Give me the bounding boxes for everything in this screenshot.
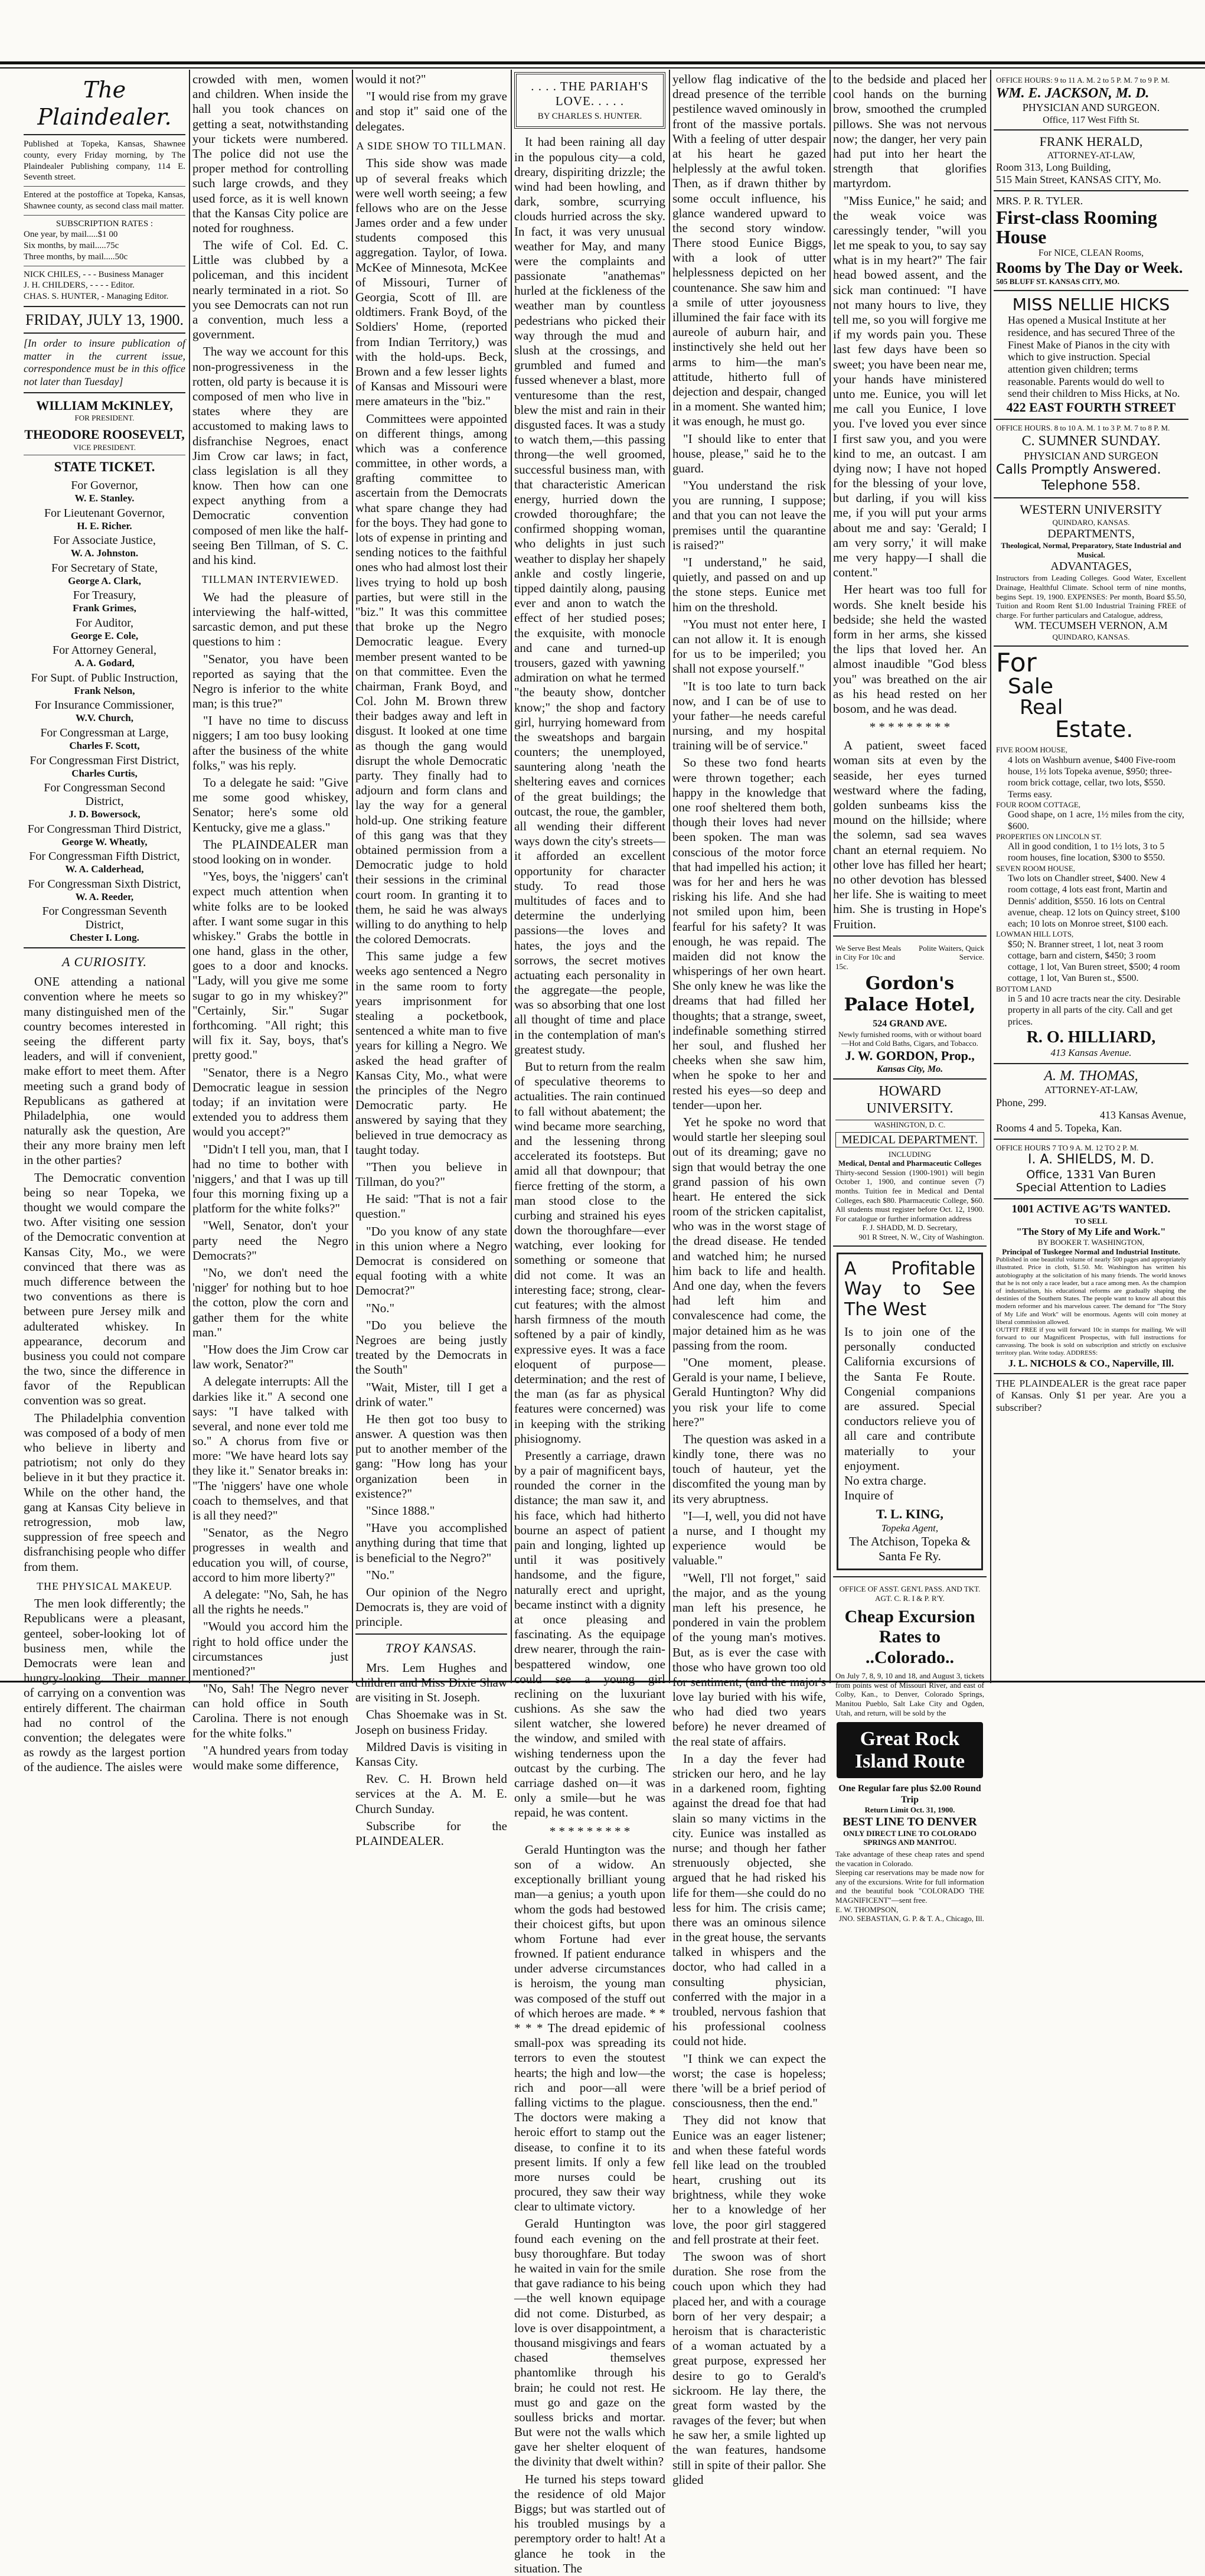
listing-text: All in good condition, 1 to 1½ lots, 3 to 5 room houses, fine location, $300 to $550.: [1008, 842, 1165, 863]
ad-title: WM. E. JACKSON, M. D.: [996, 85, 1150, 101]
article-paragraph: "How does the Jim Crow car law work, Senator?": [192, 1342, 348, 1372]
ticket-candidate: Frank Nelson,: [74, 684, 135, 696]
ad-title: A Profitable Way to See The West: [844, 1258, 975, 1320]
ad-title: WESTERN UNIVERSITY: [1020, 502, 1162, 517]
ad-text: Instructors from Leading Colleges. Good Water, Excellent Drainage, Healthful Climate. School term of nine months, begins Sept. 19, 1900. EXPENSES: Per month, Board $5.50, Tuition and Room Rent $1.00 Industrial Training FREE of charge. For further particulars and Catalogue, address,: [996, 573, 1186, 619]
ticket-office: For Secretary of State,: [51, 561, 158, 575]
article-paragraph: A delegate: "No, Sah, he has all the rights he needs.": [192, 1587, 348, 1617]
thomas-ad: [994, 1064, 1188, 1140]
ad-text: Thirty-second Session (1900-1901) will begin October 1, 1900, and continue seven (7) months. Tuition fee in Medical and Dental Colleges, each $80. Pharmaceutic College, $60. All students must register before Oct. 12, 1900. For catalogue or further information address: [835, 1168, 984, 1223]
vp-label: VICE PRESIDENT.: [73, 442, 136, 452]
ticket-office: For Congressman at Large,: [40, 726, 169, 739]
ad-headline: Estate.: [1055, 716, 1134, 742]
ticket-office: For Congressman Third District,: [27, 822, 182, 836]
ad-text: 901 R Street, N. W., City of Washington.: [858, 1232, 984, 1241]
ticket-office: For Governor,: [71, 479, 138, 493]
ad-text: Calls Promptly Answered.: [996, 462, 1161, 478]
ad-text: Medical, Dental and Pharmaceutic Colleges: [838, 1159, 982, 1168]
article-paragraph: To a delegate he said: "Give me some good whiskey, Senator; here's some old Kentucky, give me a glass.": [192, 775, 348, 834]
shields-ad: [994, 1140, 1188, 1200]
ad-text: BEST LINE TO DENVER: [842, 1815, 977, 1828]
news-item: Mrs. Lem Hughes and children and Miss Dixie Shaw are visiting in St. Joseph.: [355, 1660, 507, 1705]
hicks-ad: [994, 291, 1188, 420]
story-paragraph: But to return from the realm of speculative theorems to actualities. The rain continued to fall without abatement; the wind became more searching, and the lessening throng accelerated its footsteps. But amid all that downpour; that fierce fretting of the storm, a man stood close to the curbing and strained his eyes down the thoroughfare—ever watching, ever looking for something or someone that did not come. It was an interesting face; strong, clear-cut features; with the almost harsh firmness of the mouth softened by a pair of kindly, expressive eyes. It was a face eloquent of purpose—determination; and the rest of the man (as far as physical features were concerned) was in keeping with the striking phisiognomy.: [514, 1059, 665, 1446]
ticket-candidate: Frank Grimes,: [73, 602, 136, 614]
ad-text: Telephone 558.: [1041, 478, 1141, 493]
ad-text: Is to join one of the personally conducted California excursions of the Santa Fe Route. Congenial companions are assured. Special conductors relieve you of all care and contribute materially to your enjoyment.: [844, 1325, 975, 1473]
gordon-hotel-ad: [833, 940, 987, 1080]
article-paragraph: He said: "That is not a fair question.": [355, 1192, 507, 1221]
ad-text: INCLUDING: [888, 1149, 932, 1159]
column-5: [672, 72, 826, 2487]
story-paragraph: Gerald Huntington was the son of a widow. An exceptionally brilliant young man—a genius; a youth upon whom the gods had bestowed their choicest gifts, but upon whom Fortune had ever frowned. If patient endurance under adverse circumstances is heroism, the young man was composed of the stuff out of which heroes are made. * * * * * The dread epidemic of small-pox was spreading its terrors to even the stoutest hearts; the high and low—the rich and poor—all were falling victims to the plague. The doctors were making a heroic effort to stamp out the disease, to confine it to its present limits. If only a few more nurses could be procured, they saw their way clear to ultimate victory.: [514, 1842, 665, 2214]
story-paragraph: "It is too late to turn back now, and I can be of use to your father—he needs careful nursing, and my hospital training will be of service.": [672, 679, 826, 753]
ticket-candidate: W. A. Calderhead,: [65, 863, 144, 875]
story-paragraph: Presently a carriage, drawn by a pair of magnificent bays, rounded the corner in the distance; the man saw it, and his face, which had hitherto bourne an aspect of patient pain and longing, lighted up until it was positively handsome, and the figure, naturally erect and upright, became instinct with a dignity at once pleasing and fascinating. As the equipage drew nearer, through the rain-bespattered window, one could see a young girl reclining on the luxuriant cushions. As she saw the silent watcher, she lowered the window, and smiled with wishing tenderness upon the outcast by the curbing. The carriage dashed on—it was only a smile—but he was repaid, he was content.: [514, 1448, 665, 1820]
ad-text: Take advantage of these cheap rates and spend the vacation in Colorado.: [835, 1850, 984, 1868]
ad-text: Topeka Agent,: [881, 1522, 939, 1534]
ad-text: J. W. GORDON, Prop.,: [845, 1048, 975, 1063]
listing-text: Two lots on Chandler street, $400. New 4 room cottage, 4 lots east front, Martin and Dennis' addition, $550. 16 lots on Central avenue, cheap. 12 lots on Quincy street, $100 each; 10 lots on Monroe street, $100 each.: [1008, 873, 1180, 929]
story-paragraph: It had been raining all day in the populous city—a cold, dreary, dispiriting drizzle; the wind had been howling, and dark, sombre, scurrying clouds hurried across the sky. In fact, it was very unusual weather for May, and many were the complaints and passionate "anathemas" hurled at the fickleness of the weather man by countless pedestrians who picked their way through the mud and slush at the crossings, and grumbled and fumed and fussed whenever a blast, more venturesome than the rest, blew the mist and rain in their disgusted faces. It was a study to watch them,—this passing throng—the well groomed, successful business man, with that characteristic American energy, hurried down the crowded thoroughfare; the confirmed shopping woman, who delights in just such weather to display her shapely ankle and costly lingerie, tipped daintily along, pausing ever and anon to watch the effect of her studied poses; the exquisite, with monocle and cane and turned-up trousers, gazed with yawning admiration on what he termed "the beauty show, dontcher know;" the shop and factory girl, hurrying homeward from the sweatshops and bargain counters; the unemployed, sauntering along 'neath the sheltering eaves and cornices of the great buildings; the outcast, the roue, the gambler, all wending their different ways down the city's streets—it afforded an excellent opportunity for character study. To read those multitudes of faces and to determine the underlying passions—the loves and hates, the joys and the sorrows, the secret motives actuating each personality in the aggregate—the people, was so absorbing that one lost all thought of time and place in the contemplation of man's greatest study.: [514, 135, 665, 1057]
publication-info: Published at Topeka, Kansas, Shawnee county, every Friday morning, by The Plaindealer Publishing company, 114 E. Seventh street.: [24, 139, 185, 182]
ticket-candidate: W. A. Johnston.: [70, 547, 139, 559]
article-paragraph: "Didn't I tell you, man, that I had no time to bother with 'niggers,' and that I was up till four this morning fixing up a platform for the white folks?": [192, 1142, 348, 1216]
ad-text: WASHINGTON, D. C.: [874, 1120, 946, 1130]
column-divider: [511, 70, 512, 1683]
ad-text: T. L. KING,: [876, 1507, 943, 1522]
ticket-candidate: W. A. Reeder,: [75, 891, 134, 902]
ticket-office: For Congressman Fifth District,: [29, 850, 180, 863]
ad-text: For NICE, CLEAN Rooms,: [1038, 247, 1144, 258]
ad-text: ONLY DIRECT LINE TO COLORADO SPRINGS AND MANITOU.: [843, 1828, 977, 1847]
article-paragraph: "Then you believe in Tillman, do you?": [355, 1159, 507, 1189]
story-paragraph: They did not know that Eunice was an eager listener; and when these fateful words fell like lead on the troubled heart, crushing out its brightness, while they woke her to a knowledge of her love, the poor girl staggered and fell prostrate at their feet.: [672, 2113, 826, 2246]
staff-line: J. H. CHILDERS, - - - - Editor.: [24, 281, 135, 291]
article-paragraph: "Senator, there is a Negro Democratic league in session today; if an invitation were extended you to address them would you accept?": [192, 1065, 348, 1139]
article-paragraph: "Do you believe the Negroes are being justly treated by the Democrats in the South": [355, 1318, 507, 1377]
ticket-office: For Insurance Commissioner,: [34, 699, 175, 712]
ad-headline: Sale: [1008, 674, 1054, 699]
article-subheading: A SIDE SHOW TO TILLMAN.: [356, 139, 507, 152]
ticket-office: For Auditor,: [75, 616, 134, 630]
ad-text: Sleeping car reservations may be made now for any of the excursions. Write for full information and the beautiful book "COLORADO THE MAGNIFICENT"—sent free.: [835, 1868, 984, 1905]
ad-title: C. SUMNER SUNDAY.: [1021, 433, 1161, 449]
western-university-ad: [994, 498, 1188, 646]
article-paragraph: "A hundred years from today would make some difference,: [192, 1743, 348, 1773]
rates-heading: SUBSCRIPTION RATES :: [55, 219, 154, 229]
news-item: Mildred Davis is visiting in Kansas City.: [355, 1739, 507, 1769]
howard-university-ad: [833, 1080, 987, 1246]
column-3: [355, 72, 507, 1848]
issue-date: FRIDAY, JULY 13, 1900.: [25, 311, 184, 328]
news-item: Rev. C. H. Brown held services at the A. M. E. Church Sunday.: [355, 1772, 507, 1816]
masthead-title: The Plaindealer.: [37, 77, 172, 130]
article-paragraph: crowded with men, women and children. When inside the hall you took chances on getting a seat, notwithstanding your tickets were numbered. The police did not use the proper method for controlling such large crowds, and they used force, as it is well known that the Kansas City police are noted for roughness.: [192, 72, 348, 235]
article-paragraph: This side show was made up of several freaks which were well worth seeing; a few fellows who are on the Jesse James order and a few under students composed this aggregation. Taylor, of Iowa. McKee of Minnesota, McKee of Missouri, Turner of Georgia, Scott of Ill. are oldtimers. Frank Boyd, of the Soldiers' Home, (reported from Indian Territory,) was with the hold-ups. Beck, Brown and a few lesser lights of Kansas and Missouri were mere amateurs in the "biz.": [355, 156, 507, 409]
ad-headline: For: [996, 647, 1037, 678]
article-paragraph: "Senator, you have been reported as saying that the Negro is inferior to the white man; is this true?": [192, 651, 348, 711]
ad-text: Principal of Tuskegee Normal and Industrial Institute.: [1002, 1247, 1180, 1256]
listing-heading: BOTTOM LAND: [996, 984, 1052, 993]
ad-text: WM. TECUMSEH VERNON, A.M: [1014, 619, 1168, 632]
ticket-candidate: J. D. Bowersock,: [68, 808, 141, 820]
article-paragraph: ONE attending a national convention where he meets so many distinguished men of the country becomes interested in seeing the different party leaders, and will if convenient, make effort to meet them. After meeting such a grand body of Republicans as gathered at Philadelphia, one would naturally ask the question, Are their any more brainy men left in the other parties?: [24, 974, 185, 1168]
ad-text: OUTFIT FREE if you will forward 10c in stamps for mailing. We will forward to our Magnificent Prospectus, with full instructions for canvassing. The book is sold on subscription and strictly on exclusive territory plan. Write today. ADDRESS:: [996, 1326, 1186, 1357]
santa-fe-ad: [837, 1253, 983, 1571]
ad-text: OFFICE OF ASST. GEN'L PASS. AND TKT. AGT. C. R. I & P. R'Y.: [839, 1584, 981, 1603]
ad-text: Has opened a Musical Institute at her residence, and has secured Three of the Finest Make of Pianos in the city with which to give instruction. Special attention given children; terms reasonable. Parents would do well to send their children to Miss Hicks, at No.: [1008, 314, 1180, 400]
article-paragraph: The PLAINDEALER man stood looking on in wonder.: [192, 837, 348, 866]
article-paragraph: The wife of Col. Ed. C. Little was clubbed by a policeman, and this incident nearly terminated in a riot. So you see Democrats can not run a convention, much less a government.: [192, 238, 348, 342]
rate-line: Three months, by mail.....50c: [24, 252, 128, 262]
story-paragraph: A patient, sweet faced woman sits at even by the seaside, her eyes turned westward where the fading, golden sunbeams kiss the mound on the hillside; where the solemn, sad sea waves chant an eternal requiem. No other love has filled her heart; no other devotion has blessed her life. She is waiting to meet him. She is trusting in Hope's Fruition.: [833, 738, 987, 931]
ad-text: 505 BLUFF ST. KANSAS CITY, MO.: [996, 277, 1119, 286]
article-paragraph: He then got too busy to answer. A question was then put to another member of the gang: "How long has your organization been in existence?": [355, 1411, 507, 1501]
listing-heading: LOWMAN HILL LOTS,: [996, 930, 1074, 939]
article-paragraph: "Have you accomplished anything during that time that is beneficial to the Negro?": [355, 1521, 507, 1565]
ticket-office: For Congressman Sixth District,: [28, 877, 181, 891]
listing-heading: FIVE ROOM HOUSE,: [996, 745, 1067, 755]
column-2: [192, 72, 348, 1773]
ticket-candidate: Charles Curtis,: [71, 767, 138, 779]
ad-text: Special Attention to Ladies: [1015, 1181, 1167, 1195]
ad-headline: Rooms by The Day or Week.: [996, 259, 1183, 276]
story-paragraph: "You must not enter here, I can not allow it. It is enough for us to be imperiled; you shall not expose yourself.": [672, 617, 826, 676]
column-divider: [189, 70, 190, 1683]
article-paragraph: "Senator, as the Negro progresses in wealth and education you will, of course, accord to him more liberty?": [192, 1525, 348, 1584]
president-name: WILLIAM McKINLEY,: [36, 397, 173, 413]
section-break: * * * * * * * * *: [549, 1824, 631, 1838]
ad-text: Kansas City, Mo.: [876, 1064, 943, 1075]
ad-text: PHYSICIAN AND SURGEON.: [1022, 102, 1160, 114]
ad-text: J. L. NICHOLS & CO., Naperville, Ill.: [1008, 1357, 1174, 1369]
column-7: [994, 72, 1188, 1678]
listing-text: Good shape, on 1 acre, 1½ miles from the city, $600.: [1008, 810, 1184, 832]
tyler-ad: [994, 191, 1188, 291]
ticket-office: For Lieutenant Governor,: [44, 506, 165, 520]
article-subheading: THE PHYSICAL MAKEUP.: [37, 1580, 172, 1592]
article-paragraph: A delegate interrupts: All the darkies like it." A second one says: "I have talked with several, and none ever told me so." A chorus from five or more: "We have heard lots say they like it." Senator breaks in: "The 'niggers' have one whole coach to themselves, and that is all they need?": [192, 1374, 348, 1523]
ticket-candidate: A. A. Godard,: [74, 657, 135, 669]
article-paragraph: The Democratic convention being so near Topeka, we thought we would compare the two. After visiting one session of the Democratic convention at Kansas City, Mo., we were convinced that there was as much difference between the two conventions as there is between pure Jersey milk and adulterated whiskey. In appearance, decorum and business you could not compare the two, since the difference in favor of the Republican convention was so great.: [24, 1170, 185, 1408]
ad-text: On July 7, 8, 9, 10 and 18, and August 3, tickets from points west of Missouri River, and east of Colby, Kan., to Denver, Colorado Springs, Manitou Pueblo, Salt Lake City and Ogden, Utah, and return, will be sold by the: [835, 1671, 984, 1717]
ad-text: Theological, Normal, Preparatory, State Industrial and Musical.: [1001, 541, 1181, 559]
story-byline: BY CHARLES S. HUNTER.: [537, 112, 642, 122]
ad-text: 524 GRAND AVE.: [873, 1019, 947, 1029]
story-paragraph: The question was asked in a kindly tone, there was no touch of hauteur, yet the discomfited the young man by its very abruptness.: [672, 1432, 826, 1506]
ad-text: MEDICAL DEPARTMENT.: [835, 1132, 984, 1147]
ad-text: 413 Kansas Avenue.: [1050, 1047, 1132, 1059]
column-6: [833, 72, 987, 1923]
rate-line: Six months, by mail.....75c: [24, 241, 119, 251]
article-paragraph: The men look differently; the Republicans were a pleasant, genteel, sober-looking lot of business men, while the Democrats were lean and hungry-looking. Their manner of carrying on a convention was entirely different. The chairman had no control of the convention; the delegates were as rowdy as the largest portion of the audience. The aisles were: [24, 1596, 185, 1775]
story-title-box: [514, 72, 665, 129]
ad-text: "The Story of My Life and Work.": [1016, 1225, 1166, 1237]
ad-title: A. M. THOMAS,: [1044, 1068, 1138, 1084]
ad-text: TO SELL: [1075, 1217, 1108, 1226]
ticket-candidate: George A. Clark,: [68, 575, 141, 586]
ad-text: Room 313, Long Building,: [996, 161, 1111, 173]
story-paragraph: "One moment, please. Gerald is your name, I believe, Gerald Huntington? Why did you risk your life to come here?": [672, 1355, 826, 1429]
news-item: Chas Shoemake was in St. Joseph on business Friday.: [355, 1707, 507, 1737]
article-paragraph: "I have no time to discuss niggers; I am too busy looking after the business of the white folks," was his reply.: [192, 713, 348, 772]
ad-text: OFFICE HOURS. 8 to 10 A. M. 1 to 3 P. M. 7 to 8 P. M.: [996, 423, 1170, 433]
ticket-candidate: George W. Wheatly,: [61, 836, 148, 847]
listing-heading: SEVEN ROOM HOUSE,: [996, 863, 1075, 873]
rock-island-ad: [833, 1581, 987, 1926]
vp-name: THEODORE ROOSEVELT,: [24, 427, 185, 442]
article-paragraph: This same judge a few weeks ago sentenced a Negro in the same room to forty years imprisonment for stealing a pocketbook, sentenced a white man to five years for killing a Negro. We asked the head grafter of Kansas City, Mo., what were the principles of the Negro Democratic party. He answered by saying that they believed in true democracy as taught today.: [355, 949, 507, 1157]
story-title: . . . . THE PARIAH'S LOVE. . . . .: [531, 79, 649, 109]
listing-heading: PROPERTIES ON LINCOLN ST.: [996, 832, 1102, 841]
story-paragraph: "Miss Eunice," he said; and the weak voice was caressingly tender, "will you let me speak to you, to say say what is in my heart?" The fair head bowed assent, and the sick man continued: "I have not many hours to live, they tell me, so you will forgive me if my words pain you. These last few days have been so sweet; you have been near me, your hands have ministered unto me. Eunice, you will let me call you Eunice, I love you. I've loved you ever since I first saw you, and you were kind to me, an outcast. I am dying now; I have not hoped for the blessing of your love, but darling, if you will kiss me, if you will put your arms about me and say: 'Gerald; I am very sorry,' it will make me very happy—I shall die content.": [833, 193, 987, 580]
column-divider: [990, 70, 991, 1683]
top-rule-thin: [0, 67, 1205, 69]
rate-line: One year, by mail.....$1 00: [24, 230, 118, 240]
column-divider: [830, 70, 831, 1683]
story-paragraph: yellow flag indicative of the dread presence of the terrible pestilence waved ominously in front of the massive portals. With a feeling of utter despair at his heart he gazed helplessly at the awful token. Then, as if drawn thither by some occult influence, his glance wandered upward to the second story window. There stood Eunice Biggs, with a look of utter helplessness depicted on her countenance. She saw him and a smile of utter joyousness illumined the fair face with its aureole of auburn hair, and instinctively she held out her arms to him—the man's attitude, hitherto full of dejection and despair, changed in a moment. She wanted him; it was enough, he must go.: [672, 72, 826, 429]
ad-text: Inquire of: [844, 1488, 894, 1503]
ticket-office: For Congressman First District,: [30, 754, 179, 767]
ad-headline: Real: [1020, 695, 1063, 719]
president-label: FOR PRESIDENT.: [74, 413, 135, 422]
ad-text: Polite Waiters, Quick Service.: [918, 943, 984, 962]
article-paragraph: We had the pleasure of interviewing the half-witted, sarcastic demon, and put these questions to him :: [192, 589, 348, 649]
ticket-candidate: Chester I. Long.: [70, 932, 139, 944]
story-paragraph: Yet he spoke no word that would startle her sleeping soul out of its dreaming; gave no sign that would betray the one grand passion of his own heart. He entered the sick room of the stricken capitalist, who was in the worst stage of the dread disease. He tended and watched him; he nursed him back to life and health. And one day, when the fevers had left him and convalescence had come, the major detained him as he was passing from the room.: [672, 1114, 826, 1352]
article-paragraph: "No.": [366, 1567, 395, 1582]
listing-text: $50; N. Branner street, 1 lot, neat 3 room cottage, barn and cistern, $450; 3 room cottage, 1 lot, Van Buren street, $500; 4 room cottage, 1 lot, Van Buren st., $500.: [1008, 939, 1180, 984]
ad-text: MRS. P. R. TYLER.: [996, 194, 1083, 207]
story-paragraph: to the bedside and placed her cool hands on the burning brow, smoothed the crumpled pillows. She was not nervous now; the danger, her very pain had put into her heart the strength that glorifies martyrdom.: [833, 72, 987, 191]
ad-text: We Serve Best Meals in City For 10c and 15c.: [835, 943, 902, 971]
correspondence-notice: [In order to insure publication of matter in the current issue, correspondence must be in this office not later than Tuesday]: [24, 337, 185, 387]
ad-text: Return Limit Oct. 31, 1900.: [864, 1805, 955, 1815]
ad-text: Rooms 4 and 5. Topeka, Kan.: [996, 1122, 1122, 1134]
ad-text: One Regular fare plus $2.00 Round Trip: [838, 1783, 981, 1805]
story-paragraph: The swoon was of short duration. She rose from the couch upon which they had placed her, and with a courage born of her very despair; a heroism that is characteristic of a woman actuated by a great purpose, expressed her desire to go to Gerald's sickroom. He lay there, the great form wasted by the ravages of the fever; but when he saw her, a smile lighted up the wan features, handsome still in spite of their pallor. She glided: [672, 2249, 826, 2487]
article-paragraph: "Yes, boys, the 'niggers' can't expect much attention when white folks are to be looked after. I want some sugar in this whiskey." Grabs the bottle in one hand, glass in the other, goes to a door and knocks. "Lady, will you give me some sugar to go in my whiskey?" "Certainly, Sir." Sugar forthcoming. "All right; this will fix it. Say, boys, that's pretty good.": [192, 869, 348, 1062]
state-ticket: [24, 398, 185, 944]
ad-headline: First-class Rooming House: [996, 206, 1157, 248]
article-paragraph: "Wait, Mister, till I get a drink of water.": [355, 1380, 507, 1409]
ad-title: MISS NELLIE HICKS: [1012, 294, 1170, 314]
ad-text: QUINDARO, KANSAS.: [1052, 517, 1130, 527]
column-divider: [669, 70, 670, 1683]
story-paragraph: "I understand," he said, quietly, and passed on and up the stone steps. Eunice met him on the threshold.: [672, 555, 826, 614]
ad-text: No extra charge.: [844, 1473, 926, 1488]
ticket-office: For Treasury,: [73, 589, 136, 602]
jackson-ad: [994, 72, 1188, 131]
ad-text: F. J. SHADD, M. D. Secretary,: [862, 1223, 958, 1232]
staff-line: NICK CHILES, - - - Business Manager: [24, 269, 164, 279]
news-item: Subscribe for the PLAINDEALER.: [355, 1818, 507, 1848]
section-break: * * * * * * * * *: [869, 720, 951, 735]
ad-text: ATTORNEY-AT-LAW,: [1044, 1084, 1138, 1096]
ad-text: DEPARTMENTS,: [1047, 527, 1135, 541]
ticket-candidate: Charles F. Scott,: [69, 739, 140, 751]
staff-line: CHAS. S. HUNTER, - Managing Editor.: [24, 292, 169, 302]
ticket-office: For Congressman Seventh District,: [42, 905, 167, 932]
article-paragraph: The way we account for this non-progressiveness in the rotten, old party is because it is composed of men who live in states where they are accustomed to making laws to disfranchise Negroes, enact Jim Crow car laws; in fact, class legislation is all they know. Then how can one expect anything from a Democratic convention composed of men like the half-seeing Ben Tillman, of S. C. and his kind.: [192, 344, 348, 567]
listing-heading: FOUR ROOM COTTAGE,: [996, 800, 1081, 809]
ad-text: OFFICE HOURS: 9 to 11 A. M. 2 to 5 P. M. 7 to 9 P. M.: [996, 76, 1170, 84]
article-paragraph: The Philadelphia convention was composed of a body of men who believe in liberty and patriotism; not only do they believe in it but they practice it. While on the other hand, the gang at Kansas City believe in retrogression, mob law, suppression of free speech and disfranchising people who differ from them.: [24, 1410, 185, 1574]
article-title: A CURIOSITY.: [61, 954, 148, 969]
ad-title: HOWARD UNIVERSITY.: [835, 1083, 984, 1120]
ad-text: Published in one beautiful volume of nearly 500 pages and appropriately illustrated. Price in cloth, $1.50. Mr. Washington has written his autobiography at the solicitation of his many friends. The world knows that he is not only a race leader, but a race among men. As the champion of industrialism, his educational reforms are gradually shaping the destinies of the Southern States. The people want to know all about this modern reformer and his marvelous career. The demand for "The Story of My Life and Work" will be enormous. Agents will coin money at liberal commission allowed.: [996, 1256, 1186, 1326]
story-paragraph: "I—I, well, you did not have a nurse, and I thought my experience would be valuable.": [672, 1508, 826, 1568]
story-paragraph: In a day the fever had stricken our hero, and he lay in a darkened room, fighting against the dread foe that had slain so many victims in the city. Eunice was installed as nurse; and though her father strenuously objected, she argued that he had risked his life for them—she could do no less for him. The crisis came; there was an ominous silence in the great house, the servants talked in whispers and the doctor, who had called in a consulting physician, conferred with the major in a troubled, nervous fashion that his professional coolness could not hide.: [672, 1751, 826, 2049]
closing-notice: THE PLAINDEALER is the great race paper of Kansas. Only $1 per year. Are you a subscriber?: [996, 1378, 1186, 1413]
ticket-candidate: W. E. Stanley.: [74, 493, 135, 504]
ad-text: 422 EAST FOURTH STREET: [1006, 400, 1176, 415]
article-paragraph: Our opinion of the Negro Democrats is, they are void of principle.: [355, 1584, 507, 1629]
ad-text: PHYSICIAN AND SURGEON: [1023, 449, 1159, 462]
story-paragraph: "You understand the risk you are running, I suppose; and that you can not leave the premises until the quarantine is raised?": [672, 478, 826, 552]
ad-text: QUINDARO, KANSAS.: [1052, 632, 1130, 641]
ticket-candidate: W.V. Church,: [76, 712, 133, 724]
ticket-office: For Attorney General,: [52, 644, 157, 657]
real-estate-ad: [994, 647, 1188, 1064]
ticket-candidate: George E. Cole,: [70, 630, 139, 641]
ad-title: FRANK HERALD,: [1039, 134, 1143, 149]
ad-text: Newly furnished rooms, with or without board—Hot and Cold Baths, Cigars, and Tobacco.: [838, 1029, 982, 1048]
ad-text: Phone, 299.: [996, 1096, 1047, 1108]
article-paragraph: would it not?": [355, 72, 426, 86]
story-paragraph: "Well, I'll not forget," said the major, and as the young man left his presence, he pondered in vain the problem of the young man's motives. But, as is ever the case with those who have grown too old for sentiment, (and the major's love lay buried with his wife, who had died two years before) he never dreamed of the real state of affairs.: [672, 1570, 826, 1749]
ad-text: Office, 1331 Van Buren: [1026, 1168, 1156, 1181]
entry-notice: Entered at the postoffice at Topeka, Kansas, Shawnee county, as second class mail matter.: [24, 190, 185, 211]
listing-text: in 5 and 10 acre tracts near the city. Desirable property in all parts of the city. Call and get prices.: [1008, 994, 1181, 1027]
ad-text: The Atchison, Topeka & Santa Fe Ry.: [849, 1534, 971, 1564]
article-paragraph: "Since 1888.": [366, 1504, 435, 1518]
article-paragraph: "No, Sah! The Negro never can hold office in South Carolina. There is not enough for the white folks.": [192, 1681, 348, 1740]
story-paragraph: So these two fond hearts were thrown together; each happy in the knowledge that one roof sheltered them both, though their loves had never been spoken. The man was conscious of the motor force that had impelled his action; it was for her and hers he was risking his life. And she had not smiled upon him, been fearful for his safety? It was enough, he was repaid. The maiden did not know the whisperings of her own heart. She only knew he was like the dreams that had filled her thoughts; that a strange, sweet, indefinable something stirred her soul, and flushed her cheeks when she saw him, when he spoke to her and rested his eyes—so deep and tender—upon her.: [672, 755, 826, 1112]
ad-text: 413 Kansas Avenue,: [1099, 1109, 1186, 1121]
article-paragraph: "Do you know of any state in this union where a Negro Democrat is considered on equal footing with a white Democrat?": [355, 1224, 507, 1298]
column-1: [24, 72, 185, 1775]
article-title: TROY KANSAS.: [385, 1640, 478, 1655]
article-paragraph: "Would you accord him the right to hold office under the circumstances just mentioned?": [192, 1619, 348, 1678]
story-paragraph: "I should like to enter that house, please," said he to the guard.: [672, 431, 826, 475]
article-paragraph: "I would rise from my grave and stop it" said one of the delegates.: [355, 89, 507, 133]
story-paragraph: "I think we can expect the worst; the case is hopeless; there 'will be a brief period of consciousness, then the end.": [672, 2051, 826, 2111]
herald-ad: [994, 131, 1188, 191]
ad-title: I. A. SHIELDS, M. D.: [1027, 1152, 1155, 1168]
article-subheading: TILLMAN INTERVIEWED.: [201, 573, 339, 586]
agents-wanted-ad: [994, 1199, 1188, 1374]
ticket-candidate: H. E. Richer.: [77, 520, 132, 531]
article-paragraph: "Well, Senator, don't your party need the Negro Democrats?": [192, 1218, 348, 1263]
ticket-office: For Congressman Second District,: [44, 781, 165, 808]
column-divider: [352, 70, 353, 1683]
ad-text: ATTORNEY-AT-LAW,: [1047, 150, 1135, 161]
ad-title: 1001 ACTIVE AG'TS WANTED.: [1011, 1203, 1171, 1216]
article-paragraph: "No.": [366, 1300, 395, 1315]
story-paragraph: Gerald Huntington was found each evening on the busy thoroughfare. But today he waited in vain for the smile that gave radiance to his being—the well known equipage did not come. Disturbed, as love is over disappointment, a thousand misgivings and fears chased themselves phantomlike through his brain; he could not rest. He must go and gaze on the soulless bricks and mortar. But were not the walls which gave her shelter eloquent of the divinity that dwelt within?: [514, 2216, 665, 2469]
story-paragraph: Her heart was too full for words. She knelt beside his bedside; she held the wasted form in her arms, she kissed the lips that loved her. An almost inaudible "God bless you" was breathed on the air as his head rested on her bosom, and he was dead.: [833, 582, 987, 716]
ticket-heading: STATE TICKET.: [54, 459, 155, 475]
ad-text: Office, 117 West Fifth St.: [1043, 115, 1139, 125]
ad-text: 515 Main Street, KANSAS CITY, Mo.: [996, 174, 1161, 186]
ad-headline: Cheap Excursion Rates to ..Colorado..: [844, 1606, 975, 1667]
ticket-office: For Supt. of Public Instruction,: [31, 671, 178, 684]
ad-title: R. O. HILLIARD,: [1026, 1028, 1156, 1046]
article-paragraph: Committees were appointed on different things, among which was a conference committee, in other words, a grafting committee to ascertain from the Democrats what spare change they had for the boys. They had gone to lots of expense in printing and sending notices to the faithful ones who had almost lost their lives trying to hold up bosh parties, but were still in the "biz." It was this committee that broke up the Negro Democratic league. Every member present wanted to be on that committee. Even the chairman, Frank Boyd, and Col. John M. Brown threw their badges away and left in disgust. It looked at one time as though the gang would disrupt the whole Democratic party. They finally had to adjourn and form clans and lay the way for a general hold-up. One striking feature of this gang was that they obtained permission from a Democratic judge to hold their sessions in the criminal court room. In granting it to them, he said he was always willing to do anything to help the colored Democrats.: [355, 411, 507, 947]
article-paragraph: "No, we don't need the 'nigger' for nothing but to hoe the cotton, plow the corn and gather them for the white man.": [192, 1266, 348, 1339]
column-4: [514, 72, 665, 2575]
top-rule-thick: [0, 61, 1205, 64]
ad-text: ADVANTAGES,: [1050, 560, 1132, 573]
ticket-office: For Associate Justice,: [53, 534, 156, 547]
rock-island-logo: Great Rock Island Route: [837, 1722, 983, 1778]
ad-text: OFFICE HOURS 7 TO 9 A. M. 12 TO 2 P. M.: [996, 1143, 1139, 1152]
ad-text: BY BOOKER T. WASHINGTON,: [1037, 1238, 1145, 1247]
ad-text: E. W. THOMPSON,: [835, 1905, 899, 1914]
sunday-ad: [994, 420, 1188, 498]
ad-title: Gordon's Palace Hotel,: [844, 973, 976, 1016]
story-paragraph: He turned his steps toward the residence of old Major Biggs; but was startled out of his troubled musings by a peremptory order to halt! At a glance he took in the situation. The: [514, 2471, 665, 2575]
ad-text: JNO. SEBASTIAN, G. P. & T. A., Chicago, Ill.: [838, 1914, 984, 1923]
listing-text: 4 lots on Washburn avenue, $400 Five-room house, 1½ lots Topeka avenue, $950; three-room brick cottage, cellar, two lots, $550. Terms easy.: [1008, 755, 1176, 800]
